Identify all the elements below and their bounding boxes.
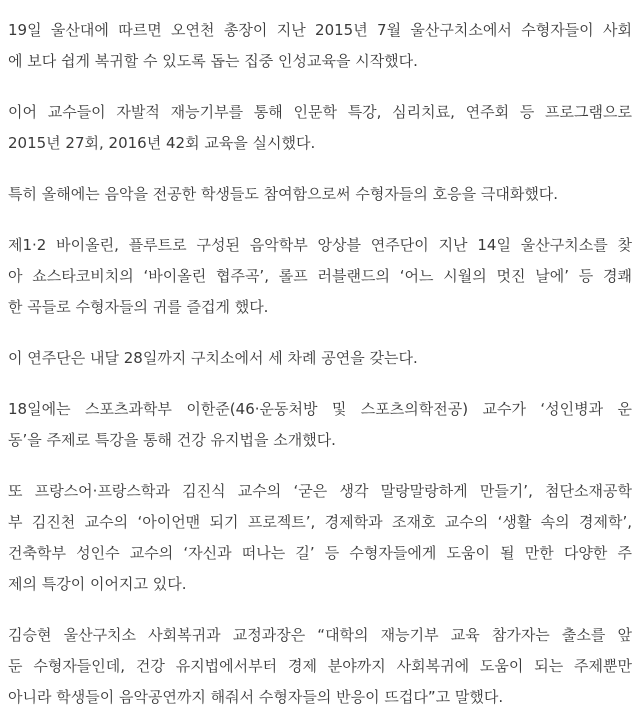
paragraph-line: 아니라 학생들이 음악공연까지 해줘서 수형자들의 반응이 뜨겁다”고 말했다.	[8, 688, 504, 706]
article-paragraph	[8, 179, 632, 210]
article-paragraph	[8, 394, 632, 456]
paragraph-line: 둔 수형자들인데, 건강 유지법에서부터 경제 분야까지 사회복귀에 도움이 되는 주제뿐만	[8, 657, 632, 675]
paragraph-line: 동’을 주제로 특강을 통해 건강 유지법을 소개했다.	[8, 431, 336, 449]
paragraph-line: 제1·2 바이올린, 플루트로 구성된 음악학부 앙상블 연주단이 지난 14일 울산구치소를 찾	[8, 236, 632, 254]
article-paragraph	[8, 343, 632, 374]
article-paragraph	[8, 230, 632, 323]
paragraph-line: 특히 올해에는 음악을 전공한 학생들도 참여함으로써 수형자들의 호응을 극대화했다.	[8, 185, 559, 203]
paragraph-line: 한 곡들로 수형자들의 귀를 즐겁게 했다.	[8, 298, 269, 316]
paragraph-line: 아 쇼스타코비치의 ‘바이올린 협주곡’, 롤프 러블랜드의 ‘어느 시월의 멋진 날에’ 등 경쾌	[8, 267, 632, 285]
paragraph-line: 김승현 울산구치소 사회복귀과 교정과장은 “대학의 재능기부 교육 참가자는 출소를 앞	[8, 626, 632, 644]
paragraph-line: 19일 울산대에 따르면 오연천 총장이 지난 2015년 7월 울산구치소에서 수형자들이 사회	[8, 21, 632, 39]
paragraph-line: 18일에는 스포츠과학부 이한준(46·운동처방 및 스포츠의학전공) 교수가 ‘성인병과 운	[8, 400, 632, 418]
paragraph-line: 또 프랑스어·프랑스학과 김진식 교수의 ‘굳은 생각 말랑말랑하게 만들기’, 첨단소재공학	[8, 482, 632, 500]
article-paragraph	[8, 476, 632, 600]
article-paragraph	[8, 97, 632, 159]
paragraph-line: 이 연주단은 내달 28일까지 구치소에서 세 차례 공연을 갖는다.	[8, 349, 418, 367]
paragraph-line: 제의 특강이 이어지고 있다.	[8, 575, 187, 593]
paragraph-line: 2015년 27회, 2016년 42회 교육을 실시했다.	[8, 134, 316, 152]
paragraph-line: 에 보다 쉽게 복귀할 수 있도록 돕는 집중 인성교육을 시작했다.	[8, 52, 418, 70]
article-paragraph	[8, 620, 632, 713]
article-paragraph	[8, 15, 632, 77]
paragraph-line: 건축학부 성인수 교수의 ‘자신과 떠나는 길’ 등 수형자들에게 도움이 될 만한 다양한 주	[8, 544, 632, 562]
paragraph-line: 부 김진천 교수의 ‘아이언맨 되기 프로젝트’, 경제학과 조재호 교수의 ‘생활 속의 경제학’,	[8, 513, 632, 531]
paragraph-line: 이어 교수들이 자발적 재능기부를 통해 인문학 특강, 심리치료, 연주회 등 프로그램으로	[8, 103, 632, 121]
